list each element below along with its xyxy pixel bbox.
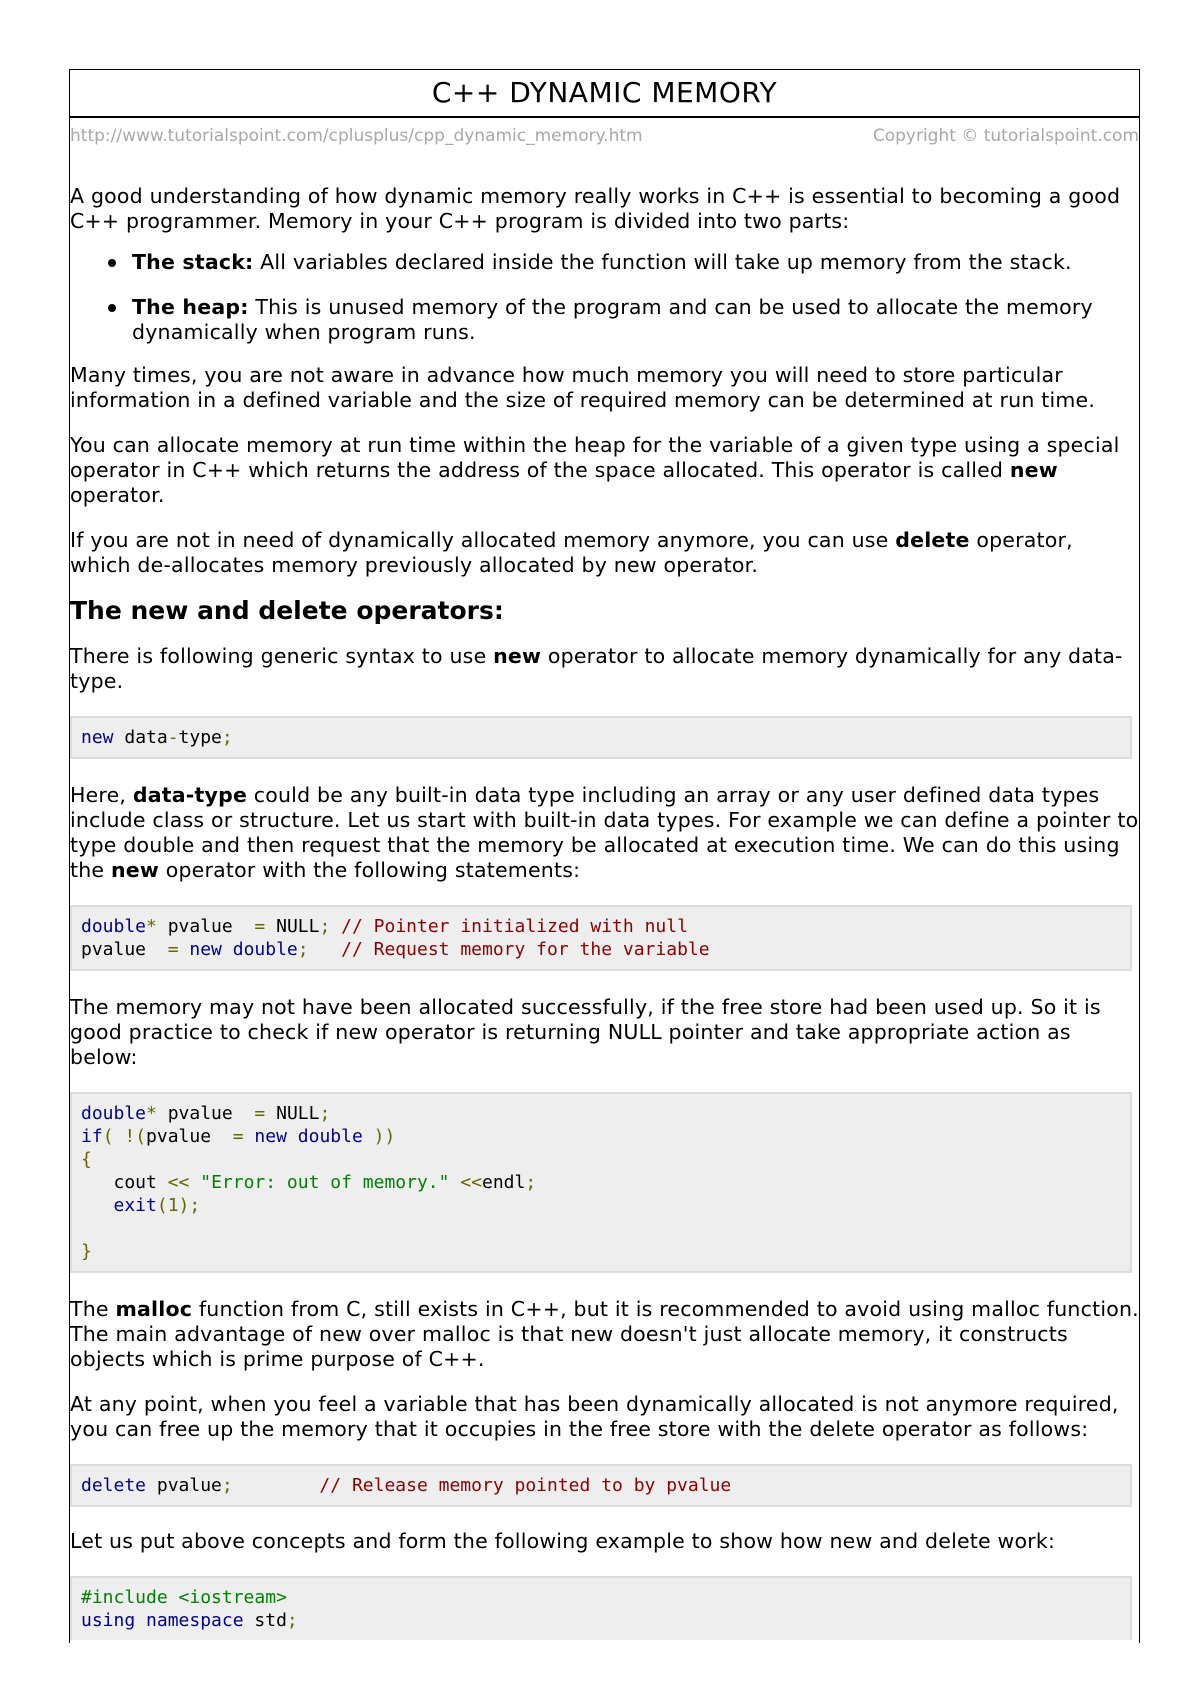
code-token: << xyxy=(449,1172,482,1193)
code-token: data xyxy=(113,727,168,748)
document-page xyxy=(69,69,1140,1643)
code-token: double xyxy=(221,939,298,960)
code-token: ; xyxy=(319,916,331,937)
code-token: ; xyxy=(221,1475,233,1496)
code-string: "Error: out of memory." xyxy=(189,1172,450,1193)
text-span: operator. xyxy=(70,483,165,507)
code-token: new xyxy=(81,727,114,748)
paragraph-delete xyxy=(70,528,1139,578)
code-token: * xyxy=(146,916,157,937)
code-token: = xyxy=(232,1126,244,1147)
code-block-example xyxy=(70,1576,1132,1640)
code-token: pvalue xyxy=(146,1475,222,1496)
bold-term: malloc xyxy=(115,1297,193,1321)
code-token: !( xyxy=(113,1126,147,1147)
code-token: pvalue xyxy=(156,1103,255,1124)
code-token: endl xyxy=(482,1172,526,1193)
text-span: Here, xyxy=(70,783,133,807)
paragraph-here xyxy=(70,783,1139,883)
text-span: operator, which de-allocates memory previously allocated by new operator. xyxy=(70,528,1073,577)
source-url[interactable]: http://www.tutorialspoint.com/cplusplus/cpp_dynamic_memory.htm xyxy=(70,126,643,146)
paragraph-allocate xyxy=(70,433,1139,508)
text-span: You can allocate memory at run time within the heap for the variable of a given type using a special operator in C++ which returns the address of the space allocated. This operator is called xyxy=(70,433,1120,482)
code-token: ; xyxy=(319,1103,331,1124)
code-token: double xyxy=(81,1103,147,1124)
text-span: There is following generic syntax to use xyxy=(70,644,494,668)
code-block-double-pointer xyxy=(70,905,1132,971)
meta-row xyxy=(70,118,1139,152)
code-token: new xyxy=(243,1126,287,1147)
paragraph-memory-may: The memory may not have been allocated successfully, if the free store had been used up. So it is good practice to check if new operator is returning NULL pointer and take appropriate action as below: xyxy=(70,995,1101,1069)
code-token: double xyxy=(81,916,147,937)
bold-term: delete xyxy=(895,528,970,552)
article-body xyxy=(70,184,1139,1640)
text-span: operator with the following statements: xyxy=(159,858,581,882)
bold-term: data-type xyxy=(132,783,248,807)
paragraph-syntax xyxy=(70,644,1139,694)
code-token: std xyxy=(243,1610,287,1631)
code-token: (1); xyxy=(156,1195,201,1216)
text-span: operator to allocate memory dynamically for any data-type. xyxy=(70,644,1123,693)
bullet-text: This is unused memory of the program and can be used to allocate the memory dynamically when program runs. xyxy=(132,295,1093,344)
code-block-new-syntax xyxy=(70,716,1132,759)
bold-term: new xyxy=(493,644,542,668)
code-token: = xyxy=(167,939,179,960)
bullet-text: All variables declared inside the function will take up memory from the stack. xyxy=(253,250,1072,274)
code-token: #include <iostream> xyxy=(81,1587,287,1608)
paragraph-many-times: Many times, you are not aware in advance how much memory you will need to store particular information in a defined variable and the size of required memory can be determined at run time. xyxy=(70,363,1096,412)
bullet-term: The stack: xyxy=(132,250,254,274)
code-token: << xyxy=(167,1172,190,1193)
code-token: if xyxy=(81,1126,103,1147)
text-span: The xyxy=(70,1297,116,1321)
list-item xyxy=(132,250,1139,275)
code-token: ( xyxy=(102,1126,114,1147)
code-token: namespace xyxy=(135,1610,244,1631)
code-token: pvalue xyxy=(81,939,168,960)
code-token: double xyxy=(286,1126,363,1147)
code-token: pvalue xyxy=(156,916,255,937)
code-token: cout xyxy=(81,1172,168,1193)
code-token: new xyxy=(178,939,222,960)
page-title: C++ DYNAMIC MEMORY xyxy=(70,70,1139,118)
code-token: = xyxy=(254,916,266,937)
copyright-notice: Copyright © tutorialspoint.com xyxy=(872,126,1139,146)
text-span: could be any built-in data type including an array or any user defined data types include class or structure. Let us start with built-in data types. For example we can define a pointer to type double and then request that the memory be allocated at execution time. We can do this using the xyxy=(70,783,1139,882)
bold-term: new xyxy=(1009,458,1058,482)
code-token: } xyxy=(81,1241,92,1262)
code-token: NULL xyxy=(265,916,320,937)
code-token: using xyxy=(81,1610,136,1631)
bold-term: new xyxy=(110,858,160,882)
code-comment: // Release memory pointed to by pvalue xyxy=(232,1475,732,1496)
code-block-null-check xyxy=(70,1092,1132,1273)
code-token: { xyxy=(81,1149,92,1170)
text-span: If you are not in need of dynamically allocated memory anymore, you can use xyxy=(70,528,896,552)
paragraph-let-us: Let us put above concepts and form the following example to show how new and delete work: xyxy=(70,1529,1056,1553)
code-token: ; xyxy=(525,1172,537,1193)
code-comment: // Request memory for the variable xyxy=(308,939,710,960)
code-token: type xyxy=(178,727,222,748)
code-token: pvalue xyxy=(146,1126,233,1147)
text-span: function from C, still exists in C++, but it is recommended to avoid using malloc function. The main advantage of new over malloc is that new doesn't just allocate memory, it constructs objects which is prime purpose of C++. xyxy=(70,1297,1139,1371)
code-token: exit xyxy=(81,1195,157,1216)
code-token: = xyxy=(254,1103,266,1124)
code-token: * xyxy=(146,1103,157,1124)
paragraph-malloc xyxy=(70,1297,1139,1372)
code-token: ; xyxy=(297,939,309,960)
code-token: NULL xyxy=(265,1103,320,1124)
code-comment: // Pointer initialized with null xyxy=(330,916,688,937)
memory-parts-list xyxy=(70,250,1139,345)
code-token: ; xyxy=(221,727,233,748)
paragraph-any-point: At any point, when you feel a variable that has been dynamically allocated is not anymore required, you can free up the memory that it occupies in the free store with the delete operator as follows: xyxy=(70,1392,1119,1441)
intro-paragraph: A good understanding of how dynamic memory really works in C++ is essential to becoming a good C++ programmer. Memory in your C++ program is divided into two parts: xyxy=(70,184,1121,233)
code-block-delete xyxy=(70,1464,1132,1507)
code-token: )) xyxy=(362,1126,396,1147)
bullet-term: The heap: xyxy=(132,295,249,319)
code-token: ; xyxy=(286,1610,298,1631)
code-token: delete xyxy=(81,1475,147,1496)
code-token: - xyxy=(167,727,179,748)
list-item xyxy=(132,295,1139,345)
section-heading: The new and delete operators: xyxy=(70,596,504,625)
